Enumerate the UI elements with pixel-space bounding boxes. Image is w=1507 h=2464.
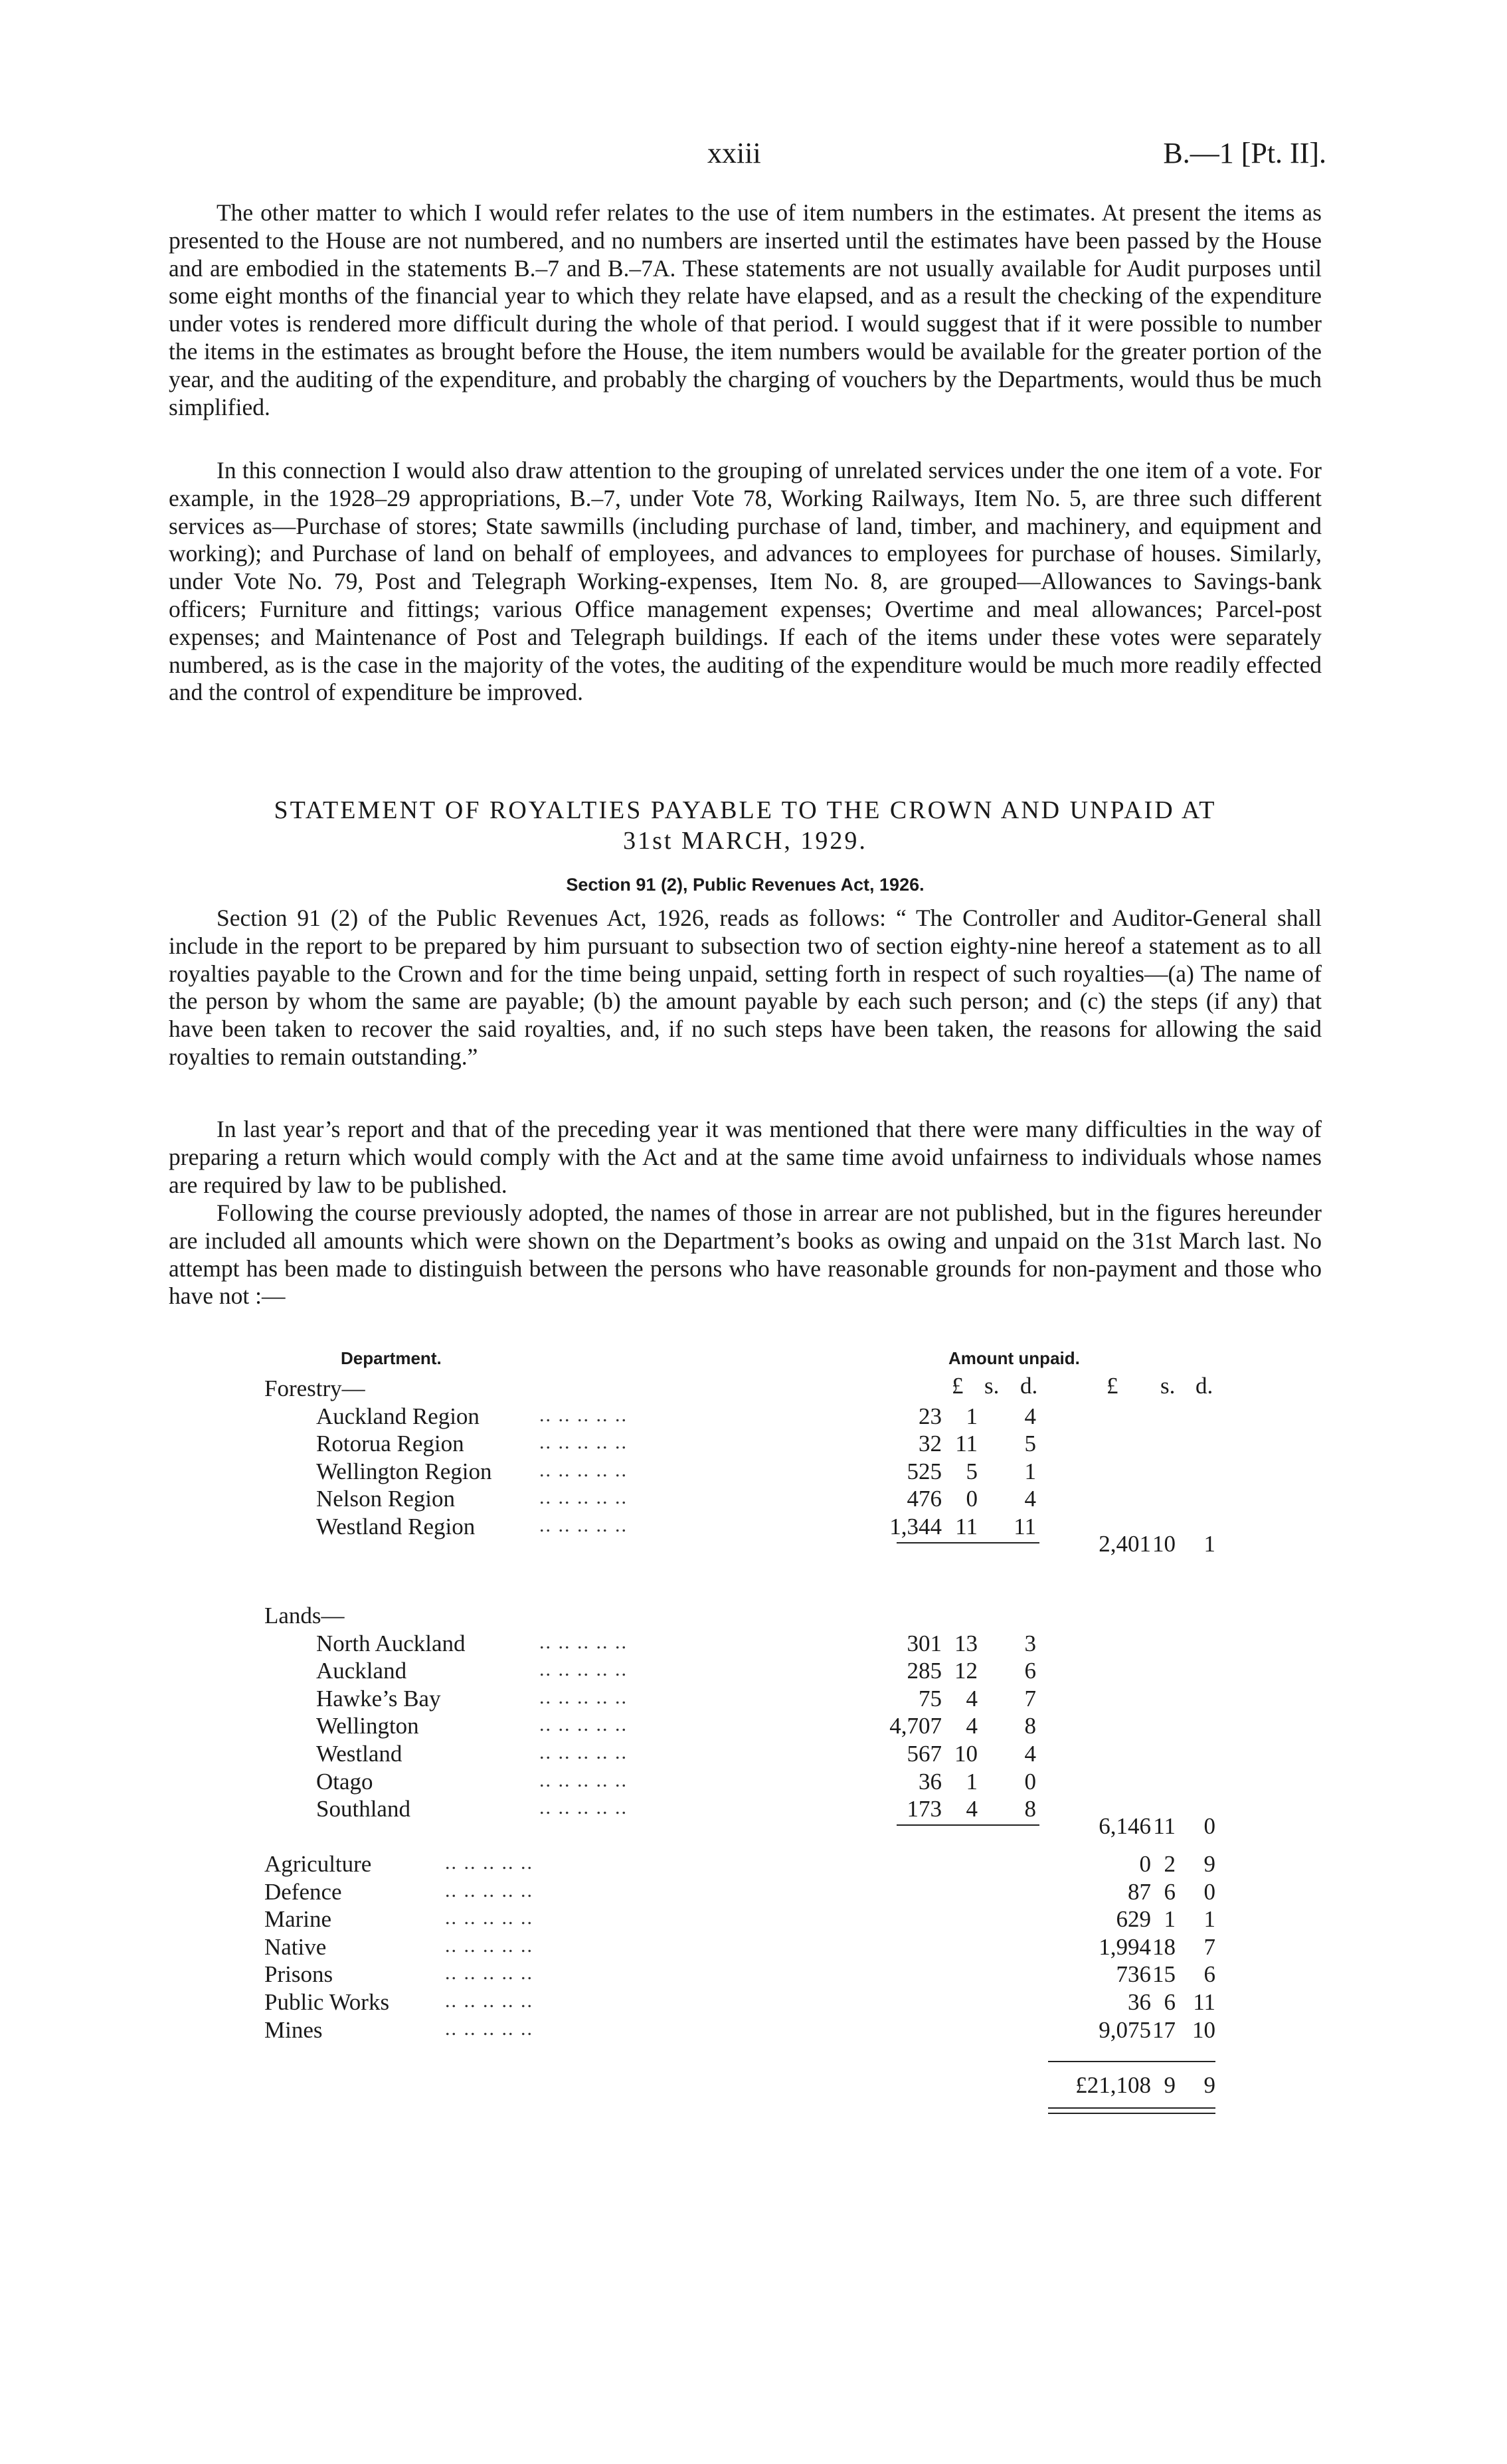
paragraph-text: The other matter to which I would refer relates to the use of item numbers in the estimates. At present the items as presented to the House are not numbered, and no numbers are inserted until the estimates have been passed by the House and are embodied in the statements B.–7 and B.–7A. These statements are not usually available for Audit purposes until some eight months of the financial year to which they relate have elapsed, and as a result the checking of the expenditure under votes is rendered more difficult during the whole of that period. I would suggest that if it were possible to number the items in the estimates as brought before the House, the item numbers would be available for the greater portion of the year, and the auditing of the expenditure, and probably the charging of vouchers by the Departments, would thus be much simplified. <box>169 199 1322 420</box>
table-row-label: Wellington Region <box>316 1458 492 1484</box>
leader-dots: .. .. .. .. .. <box>445 2017 533 2040</box>
table-row-pounds: 4,707 <box>889 1713 942 1739</box>
table-row-label: Westland Region <box>316 1514 476 1540</box>
table-row-shillings: 13 <box>954 1630 978 1656</box>
table-row-shillings: 4 <box>966 1685 978 1712</box>
table-row-pounds: 285 <box>907 1658 942 1684</box>
table-row-pounds: 476 <box>907 1486 942 1512</box>
table-row-pence: 0 <box>1203 1878 1215 1905</box>
table-row-shillings: 17 <box>1152 2016 1176 2043</box>
table-row-shillings: 11 <box>955 1431 978 1457</box>
table-row-pounds: 36 <box>1128 1989 1151 2015</box>
unit-shillings-sub: s. <box>984 1373 1000 1399</box>
table-row-shillings: 5 <box>966 1458 978 1484</box>
paragraph-text: In last year’s report and that of the preceding year it was mentioned that there were many difficulties in the way of preparing a return which would comply with the Act and at the same time avoid unfairness to individuals whose names are required by law to be published. <box>169 1116 1322 1198</box>
table-row-pounds: 1,344 <box>889 1514 942 1540</box>
leader-dots: .. .. .. .. .. <box>539 1486 628 1509</box>
group-total-shillings: 10 <box>1152 1530 1176 1557</box>
table-row-pounds: 0 <box>1139 1851 1151 1877</box>
group-total-shillings: 11 <box>1153 1812 1176 1839</box>
table-row-label: Auckland <box>316 1658 407 1684</box>
unit-pounds-total: £ <box>1107 1373 1118 1399</box>
page-number: xxiii <box>707 137 761 169</box>
table-row-shillings: 12 <box>954 1658 978 1684</box>
table-row-label: Otago <box>316 1768 373 1795</box>
table-row-shillings: 1 <box>966 1768 978 1795</box>
table-row-pence: 7 <box>1203 1933 1215 1960</box>
leader-dots: .. .. .. .. .. <box>445 1962 533 1984</box>
table-row-pounds: 525 <box>907 1458 942 1484</box>
unit-pounds-sub: £ <box>952 1373 964 1399</box>
leader-dots: .. .. .. .. .. <box>539 1458 628 1481</box>
group-total-pounds: 2,401 <box>1099 1530 1151 1557</box>
table-row-shillings: 10 <box>954 1741 978 1767</box>
leader-dots: .. .. .. .. .. <box>539 1514 628 1536</box>
amount-column-header: Amount unpaid. <box>948 1348 1080 1368</box>
group-total-pence: 0 <box>1203 1812 1215 1839</box>
unit-shillings-total: s. <box>1160 1373 1176 1399</box>
grand-total-pounds: £21,108 <box>1075 2072 1151 2099</box>
group-heading: Lands— <box>264 1603 345 1628</box>
table-row-shillings: 1 <box>1164 1906 1176 1933</box>
table-row-pence: 11 <box>1193 1989 1215 2015</box>
leader-dots: .. .. .. .. .. <box>539 1403 628 1426</box>
table-row-pence: 10 <box>1192 2016 1215 2043</box>
table-row-pence: 3 <box>1024 1630 1036 1656</box>
table-row-label: Defence <box>264 1878 342 1905</box>
table-row-shillings: 0 <box>966 1486 978 1512</box>
table-row-shillings: 6 <box>1164 1989 1176 2015</box>
group-heading: Forestry— <box>264 1375 365 1401</box>
table-row-shillings: 2 <box>1164 1851 1176 1877</box>
paragraph-text: Following the course previously adopted, the names of those in arrear are not published, but in the figures hereunder are included all amounts which were shown on the Department’s books as owing and unpaid on the 31st March last. No attempt has been made to distinguish between the persons who have reasonable grounds for non-payment and those who have not :— <box>169 1199 1322 1310</box>
table-row-pence: 0 <box>1024 1768 1036 1795</box>
statement-title-line1: STATEMENT OF ROYALTIES PAYABLE TO THE CROWN AND UNPAID AT <box>274 796 1217 824</box>
table-row-pence: 9 <box>1203 1851 1215 1877</box>
table-row-shillings: 4 <box>966 1713 978 1739</box>
group-total-pence: 1 <box>1203 1530 1215 1557</box>
table-row-pounds: 32 <box>919 1431 942 1457</box>
table-row-label: Nelson Region <box>316 1486 456 1512</box>
leader-dots: .. .. .. .. .. <box>539 1714 628 1736</box>
leader-dots: .. .. .. .. .. <box>539 1797 628 1819</box>
statement-subtitle: Section 91 (2), Public Revenues Act, 1926. <box>566 875 925 895</box>
table-row-label: North Auckland <box>316 1630 466 1656</box>
group-total-pounds: 6,146 <box>1099 1812 1151 1839</box>
leader-dots: .. .. .. .. .. <box>445 1852 533 1874</box>
table-row-pence: 6 <box>1024 1658 1036 1684</box>
table-row-pence: 4 <box>1024 1741 1036 1767</box>
table-row-pounds: 736 <box>1116 1961 1151 1988</box>
table-row-pence: 8 <box>1024 1713 1036 1739</box>
leader-dots: .. .. .. .. .. <box>539 1769 628 1791</box>
leader-dots: .. .. .. .. .. <box>445 1879 533 1901</box>
table-row-pence: 7 <box>1024 1685 1036 1712</box>
total-rule-top <box>1048 2061 1215 2062</box>
table-row-pounds: 87 <box>1128 1878 1151 1905</box>
table-row-pence: 11 <box>1014 1514 1036 1540</box>
department-column-header: Department. <box>341 1348 442 1368</box>
leader-dots: .. .. .. .. .. <box>445 1907 533 1929</box>
table-row-label: Mines <box>264 2016 323 2043</box>
table-row-pounds: 36 <box>919 1768 942 1795</box>
grand-total-pence: 9 <box>1203 2072 1215 2099</box>
unit-pence-total: d. <box>1196 1373 1213 1399</box>
total-rule-bottom-1 <box>1048 2107 1215 2109</box>
table-row-label: Wellington <box>316 1713 419 1739</box>
table-row-label: Auckland Region <box>316 1403 480 1429</box>
table-row-shillings: 6 <box>1164 1878 1176 1905</box>
table-row-label: Prisons <box>264 1961 333 1988</box>
table-row-pounds: 75 <box>919 1685 942 1712</box>
table-row-pence: 1 <box>1024 1458 1036 1484</box>
table-row-label: Southland <box>316 1796 410 1822</box>
table-row-pence: 4 <box>1024 1403 1036 1429</box>
table-row-pounds: 629 <box>1116 1906 1151 1933</box>
table-row-shillings: 18 <box>1152 1933 1176 1960</box>
table-row-label: Hawke’s Bay <box>316 1685 441 1712</box>
table-row-label: Public Works <box>264 1989 390 2015</box>
table-row-pounds: 9,075 <box>1099 2016 1151 2043</box>
leader-dots: .. .. .. .. .. <box>445 1990 533 2012</box>
subtotal-rule <box>897 1542 1039 1543</box>
table-row-label: Rotorua Region <box>316 1431 464 1457</box>
document-reference: B.—1 [Pt. II]. <box>1163 137 1326 169</box>
table-row-pence: 8 <box>1024 1796 1036 1822</box>
leader-dots: .. .. .. .. .. <box>539 1658 628 1681</box>
total-rule-bottom-2 <box>1048 2113 1215 2114</box>
table-row-pence: 5 <box>1024 1431 1036 1457</box>
subtotal-rule <box>897 1824 1039 1826</box>
table-row-label: Marine <box>264 1906 332 1933</box>
paragraph-text: Section 91 (2) of the Public Revenues Act, 1926, reads as follows: “ The Controller and Auditor-General shall include in the report to be prepared by him pursuant to subsection two of section eighty-nine hereof a statement as to all royalties payable to the Crown and for the time being unpaid, setting forth in respect of such royalties—(a) The name of the person by whom the same are payable; (b) the amount payable by each such person; and (c) the steps (if any) that have been taken to recover the said royalties, and, if no such steps have been taken, the reasons for allowing the said royalties to remain outstanding.” <box>169 905 1322 1070</box>
table-row-label: Agriculture <box>264 1851 372 1877</box>
table-row-shillings: 11 <box>955 1514 978 1540</box>
table-row-shillings: 15 <box>1152 1961 1176 1988</box>
statement-title-line2: 31st MARCH, 1929. <box>623 827 867 855</box>
unit-pence-sub: d. <box>1020 1373 1038 1399</box>
table-row-pence: 1 <box>1203 1906 1215 1933</box>
table-row-pounds: 173 <box>907 1796 942 1822</box>
table-row-label: Westland <box>316 1741 402 1767</box>
leader-dots: .. .. .. .. .. <box>539 1630 628 1653</box>
paragraph-text: In this connection I would also draw attention to the grouping of unrelated services under the one item of a vote. For example, in the 1928–29 appropriations, B.–7, under Vote 78, Working Railways, Item No. 5, are three such different services as—Purchase of stores; State sawmills (including purchase of land, timber, and machinery, and equipment and working); and Purchase of land on behalf of employees, and advances to employees for purchase of houses. Similarly, under Vote No. 79, Post and Telegraph Working-expenses, Item No. 8, are grouped—Allowances to Savings-bank officers; Furniture and fittings; various Office management expenses; Overtime and meal allowances; Parcel-post expenses; and Maintenance of Post and Telegraph buildings. If each of the items under these votes were separately numbered, as is the case in the majority of the votes, the auditing of the expenditure would be much more readily effected and the control of expenditure be improved. <box>169 457 1322 706</box>
leader-dots: .. .. .. .. .. <box>539 1431 628 1454</box>
table-row-pounds: 567 <box>907 1741 942 1767</box>
table-row-shillings: 4 <box>966 1796 978 1822</box>
leader-dots: .. .. .. .. .. <box>539 1741 628 1763</box>
table-row-pence: 4 <box>1024 1486 1036 1512</box>
table-row-label: Native <box>264 1933 327 1960</box>
leader-dots: .. .. .. .. .. <box>539 1686 628 1708</box>
table-row-pounds: 1,994 <box>1099 1933 1151 1960</box>
table-row-pounds: 23 <box>919 1403 942 1429</box>
table-row-pence: 6 <box>1203 1961 1215 1988</box>
grand-total-shillings: 9 <box>1164 2072 1176 2099</box>
table-row-shillings: 1 <box>966 1403 978 1429</box>
leader-dots: .. .. .. .. .. <box>445 1934 533 1957</box>
table-row-pounds: 301 <box>907 1630 942 1656</box>
